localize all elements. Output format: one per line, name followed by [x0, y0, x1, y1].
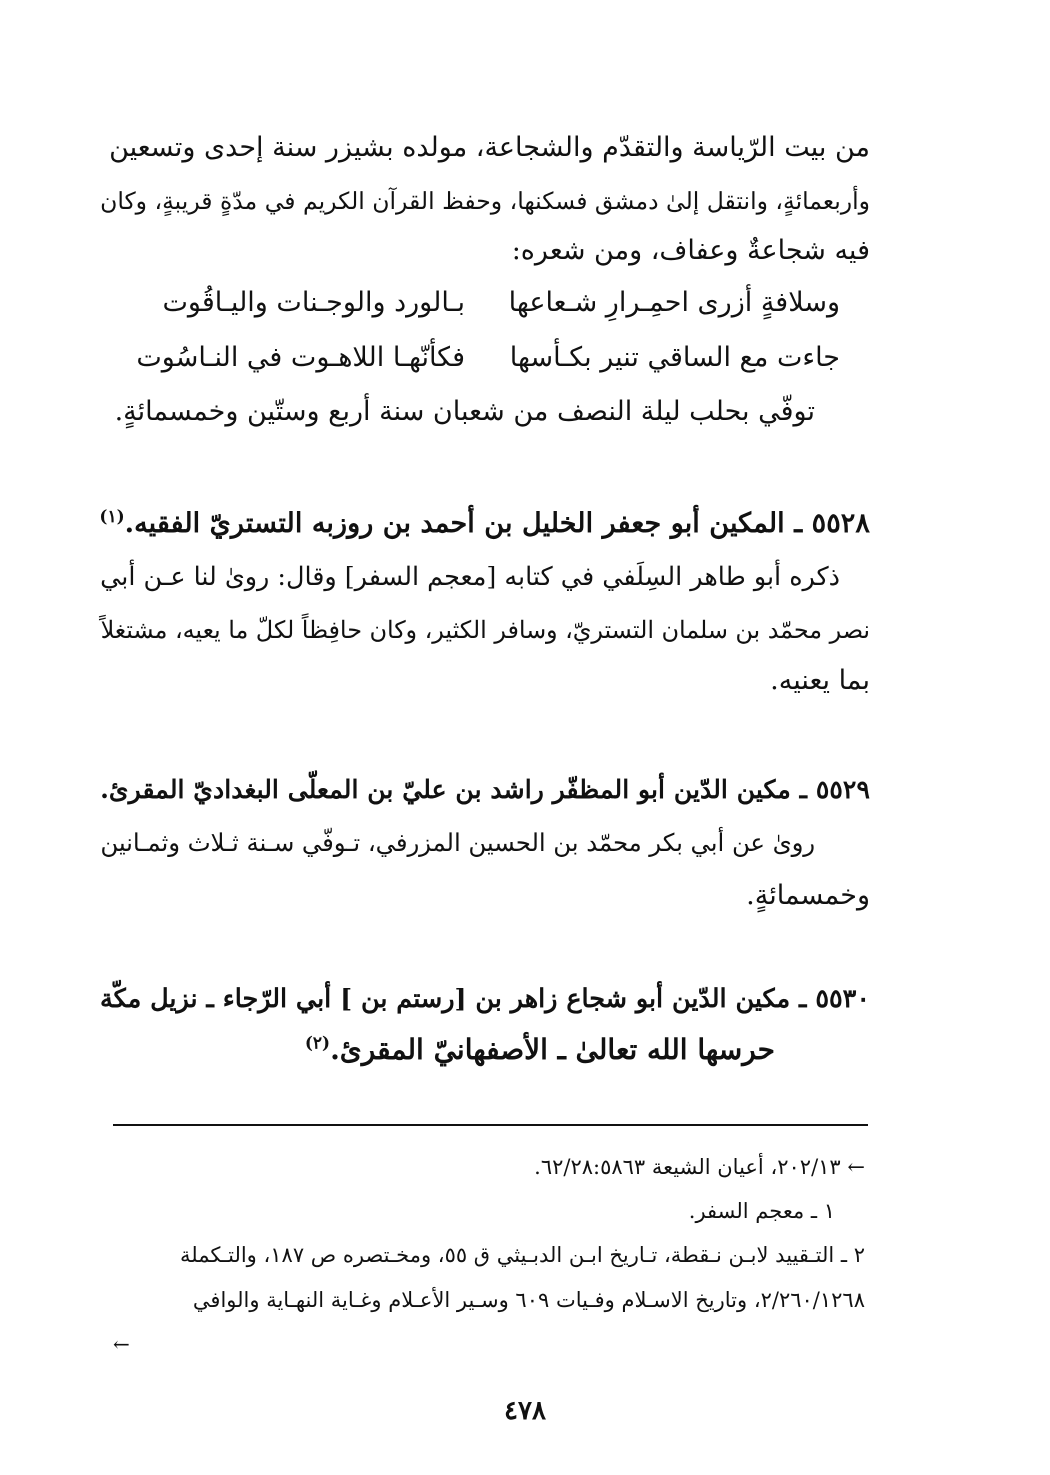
entry-heading: حرسها الله تعالىٰ ـ الأصفهانيّ المقرئ.$^{(٢)}$ [304, 1033, 775, 1066]
body-line: وأربعمائةٍ، وانتقل إلىٰ دمشق فسكنها، وحفظ القرآن الكريم في مدّةٍ قريبةٍ، وكان [100, 187, 870, 215]
entry-heading: ٥٥٢٩ ـ مكين الدّين أبو المظفّر راشد بن عليّ بن المعلّى البغداديّ المقرئ. [100, 774, 870, 804]
poem-verse-first-half: جاءت مع الساقي تنير بكـأسها [509, 342, 840, 373]
footnote-separator [113, 1124, 868, 1126]
footnote-continued: ← ٢٠٢/١٣، أعيان الشيعة ٦٢/٢٨:٥٨٦٣. [534, 1155, 865, 1179]
footnote-ref: (٢) [304, 1033, 331, 1054]
body-line: بما يعنيه. [770, 665, 870, 696]
page-number: ٤٧٨ [504, 1396, 546, 1426]
footnote: ٢/٢٦٠/١٢٦٨، وتاريخ الاسـلام وفـيات ٦٠٩ وسـير الأعـلام وغـاية النهـاية والوافي [192, 1288, 865, 1312]
entry-heading: ٥٥٢٨ ـ المكين أبو جعفر الخليل بن أحمد بن روزبه التستريّ الفقيه.$^{(١)}$ [99, 506, 870, 539]
footnote-ref: (١) [99, 506, 125, 527]
body-line: من بيت الرّياسة والتقدّم والشجاعة، مولده بشيزر سنة إحدى وتسعين [109, 132, 870, 163]
footnote: ٢ ـ التـقييد لابـن نـقطة، تـاريخ ابـن الدبـيثي ق ٥٥، ومخـتصره ص ١٨٧، والتـكملة [180, 1243, 865, 1267]
body-line: ذكره أبو طاهر السِلَفي في كتابه [معجم السفر] وقال: روىٰ لنا عـن أبي [100, 561, 840, 591]
entry-heading: ٥٥٣٠ ـ مكين الدّين أبو شجاع زاهر بن [رستم بن ] أبي الرّجاء ـ نزيل مكّة [99, 983, 870, 1013]
footnote: ١ ـ معجم السفر. [688, 1199, 835, 1223]
poem-verse-second-half: بـالورد والوجـنات واليـاقُوت [162, 287, 465, 318]
body-line: فيه شجاعةٌ وعفاف، ومن شعره: [511, 235, 870, 266]
continues-arrow-icon: ← [113, 1332, 130, 1356]
body-line: وخمسمائةٍ. [746, 880, 870, 911]
body-line: نصر محمّد بن سلمان التستريّ، وسافر الكثير، وكان حافِظاً لكلّ ما يعيه، مشتغلاً [100, 616, 870, 644]
body-line: روىٰ عن أبي بكر محمّد بن الحسين المزرفي، تـوفّي سـنة ثـلاث وثمـانين [100, 828, 815, 857]
poem-verse-second-half: فكأنّهـا اللاهـوت في النـاسُوت [136, 342, 465, 373]
body-line: توفّي بحلب ليلة النصف من شعبان سنة أربع وستّين وخمسمائةٍ. [114, 396, 815, 427]
poem-verse-first-half: وسلافةٍ أزرى احمِـرارِ شـعاعها [508, 287, 840, 318]
